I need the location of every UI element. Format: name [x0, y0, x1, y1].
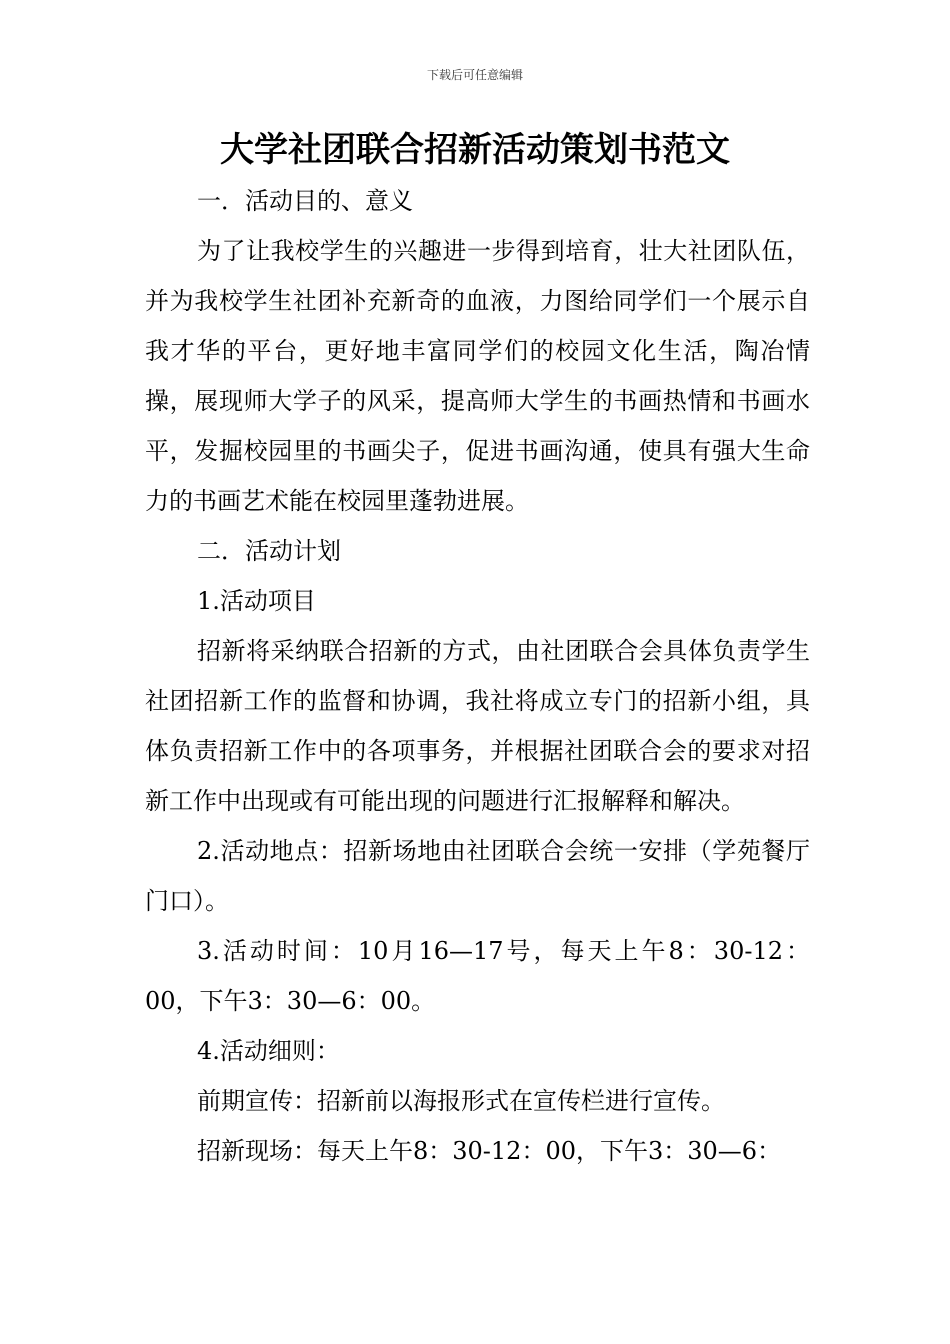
item-time: 3.活动时间：10月16—17号，每天上午8：30-12：00，下午3：30—6：00。 — [145, 937, 810, 1015]
header-note: 下载后可任意编辑 — [426, 68, 523, 82]
item-heading-project: 1.活动项目 — [197, 587, 316, 615]
section-heading-purpose: 一．活动目的、意义 — [197, 187, 413, 215]
item-heading-details: 4.活动细则： — [197, 1037, 340, 1065]
document-body — [145, 176, 810, 1176]
details-publicity: 前期宣传：招新前以海报形式在宣传栏进行宣传。 — [197, 1087, 725, 1115]
section-heading-plan: 二．活动计划 — [197, 537, 341, 565]
document-title: 大学社团联合招新活动策划书范文 — [220, 130, 730, 170]
paragraph-project: 招新将采纳联合招新的方式，由社团联合会具体负责学生社团招新工作的监督和协调，我社将成立专门的招新小组，具体负责招新工作中的各项事务，并根据社团联合会的要求对招新工作中出现或有可能出现的问题进行汇报解释和解决。 — [145, 637, 810, 815]
item-location: 2.活动地点：招新场地由社团联合会统一安排（学苑餐厅门口）。 — [145, 837, 810, 915]
paragraph-purpose: 为了让我校学生的兴趣进一步得到培育，壮大社团队伍，并为我校学生社团补充新奇的血液，力图给同学们一个展示自我才华的平台，更好地丰富同学们的校园文化生活，陶冶情操，展现师大学子的风采，提高师大学生的书画热情和书画水平，发掘校园里的书画尖子，促进书画沟通，使具有强大生命力的书画艺术能在校园里蓬勃进展。 — [145, 237, 810, 515]
details-onsite: 招新现场：每天上午8：30-12：00，下午3：30—6： — [197, 1137, 782, 1165]
